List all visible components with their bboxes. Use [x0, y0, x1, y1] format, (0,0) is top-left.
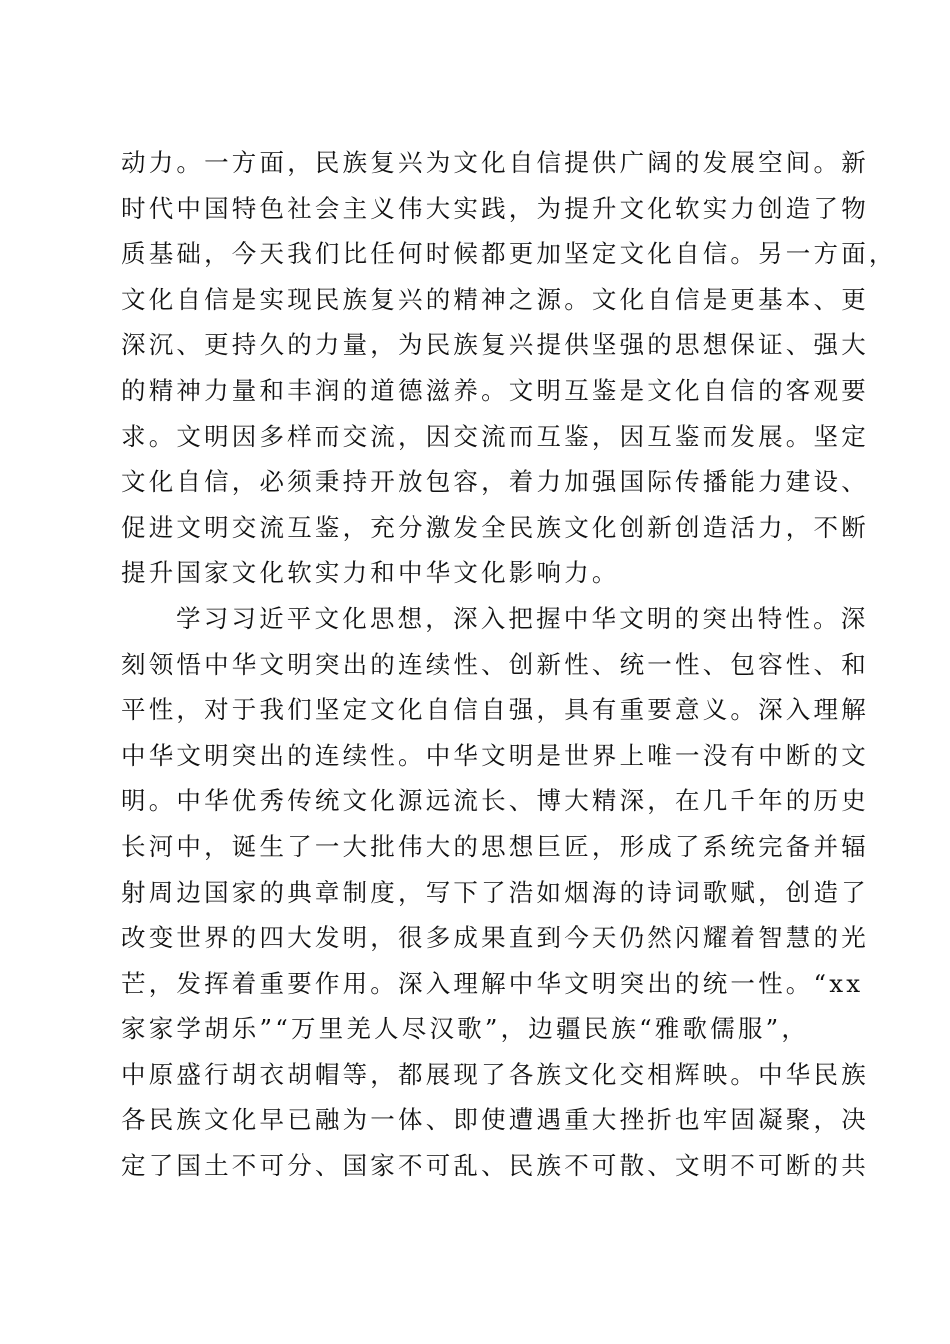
paragraph-2	[121, 596, 869, 1189]
text-line: 质基础，今天我们比任何时候都更加坚定文化自信。另一方面，	[121, 239, 897, 269]
text-line: 明。中华优秀传统文化源远流长、博大精深，在几千年的历史	[121, 786, 869, 816]
text-line: 深沉、更持久的力量，为民族复兴提供坚强的思想保证、强大	[121, 330, 869, 360]
body-text	[121, 140, 897, 1189]
text-line: 刻领悟中华文明突出的连续性、创新性、统一性、包容性、和	[121, 649, 869, 679]
paragraph-1	[121, 140, 897, 596]
text-line: 射周边国家的典章制度，写下了浩如烟海的诗词歌赋，创造了	[121, 877, 869, 907]
text-line: 改变世界的四大发明，很多成果直到今天仍然闪耀着智慧的光	[121, 923, 869, 953]
text-line: 促进文明交流互鉴，充分激发全民族文化创新创造活力，不断	[121, 512, 869, 542]
text-line: 的精神力量和丰润的道德滋养。文明互鉴是文化自信的客观要	[121, 375, 869, 405]
text-line: 求。文明因多样而交流，因交流而互鉴，因互鉴而发展。坚定	[121, 421, 869, 451]
text-line: 定了国土不可分、国家不可乱、民族不可散、文明不可断的共	[121, 1151, 869, 1181]
text-line: 中华文明突出的连续性。中华文明是世界上唯一没有中断的文	[121, 740, 869, 770]
text-line: 动力。一方面，民族复兴为文化自信提供广阔的发展空间。新	[121, 148, 869, 177]
text-line: 提升国家文化软实力和中华文化影响力。	[121, 558, 620, 588]
text-line: 平性，对于我们坚定文化自信自强，具有重要意义。深入理解	[121, 695, 869, 725]
text-line: 文化自信是实现民族复兴的精神之源。文化自信是更基本、更	[121, 284, 869, 314]
text-line: 时代中国特色社会主义伟大实践，为提升文化软实力创造了物	[121, 193, 869, 223]
text-line: 中原盛行胡衣胡帽等，都展现了各族文化交相辉映。中华民族	[121, 1059, 869, 1089]
text-line: 芒，发挥着重要作用。深入理解中华文明突出的统一性。“xx	[121, 968, 864, 998]
text-line: 文化自信，必须秉持开放包容，着力加强国际传播能力建设、	[121, 467, 869, 497]
text-line: 各民族文化早已融为一体、即使遭遇重大挫折也牢固凝聚，决	[121, 1105, 869, 1135]
text-line: 学习习近平文化思想，深入把握中华文明的突出特性。深	[176, 603, 869, 633]
text-line: 长河中，诞生了一大批伟大的思想巨匠，形成了系统完备并辐	[121, 831, 869, 861]
text-line: 家家学胡乐”“万里羌人尽汉歌”，边疆民族“雅歌儒服”，	[121, 1014, 810, 1044]
